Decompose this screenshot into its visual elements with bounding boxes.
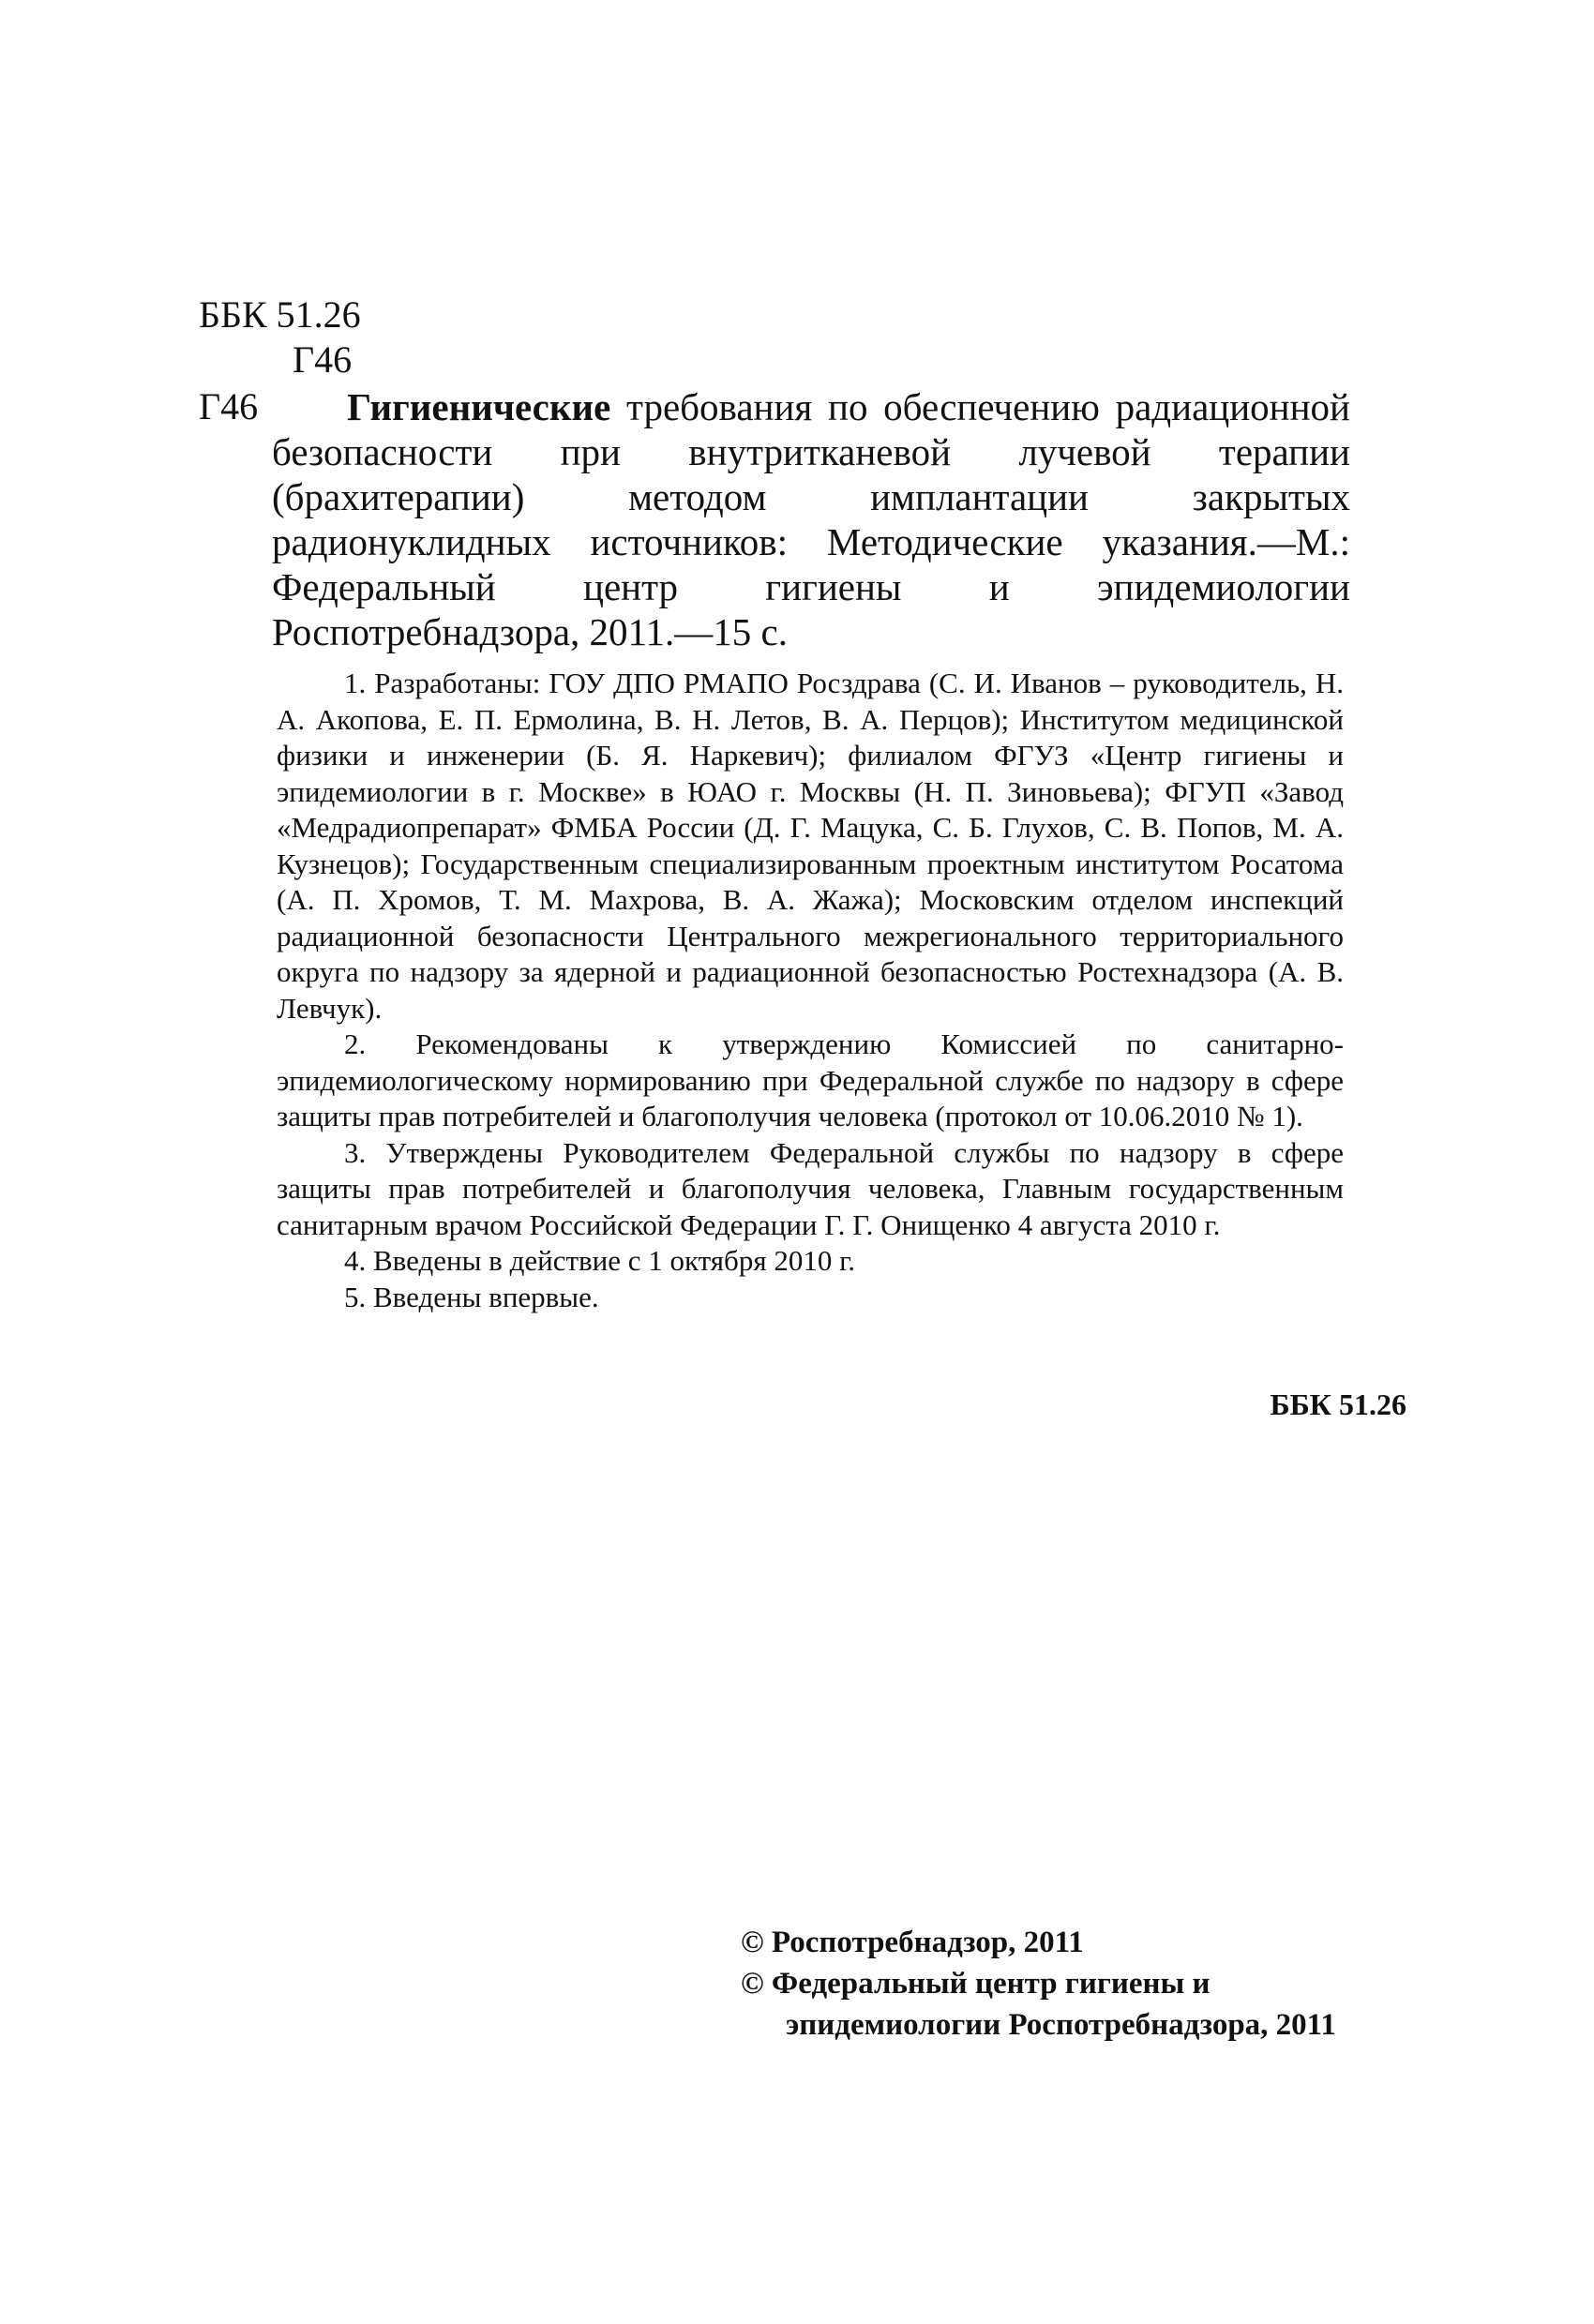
note-recommended: 2. Рекомендованы к утверждению Комиссией по санитарно-эпидемиологическому нормированию при Федеральной службе по надзору в сфере защиты прав потребителей и благополучия человека (протокол от 10.06.2010 № 1). xyxy=(277,1027,1344,1132)
copyright-block xyxy=(741,1922,1336,2046)
copyright-line-1: © Роспотребнадзор, 2011 xyxy=(741,1926,1084,1959)
copyright-line-2: © Федеральный центр гигиены и xyxy=(741,1967,1211,2001)
entry-text: требования по обеспечению радиационной безопасности при внутритканевой лучевой терапии (брахитерапии) методом имплантации закрытых радионуклидных источников: Методические указания.—М.: Федеральный центр гигиены и эпидемиологии Роспотребнадзора, 2011.—15 с. xyxy=(272,385,1350,653)
notes-section xyxy=(277,666,1344,1315)
bbk-classification xyxy=(199,292,361,382)
author-sign: Г46 xyxy=(293,338,353,381)
bibliographic-entry xyxy=(272,384,1350,654)
note-approved: 3. Утверждены Руководителем Федеральной службы по надзору в сфере защиты прав потребителей и благополучия человека, Главным государственным санитарным врачом Российской Федерации Г. Г. Онищенко 4 августа 2010 г. xyxy=(277,1135,1344,1241)
copyright-line-3: эпидемиологии Роспотребнадзора, 2011 xyxy=(786,2008,1336,2042)
entry-title-word: Гигиенические xyxy=(347,385,611,428)
note-effective: 4. Введены в действие с 1 октября 2010 г. xyxy=(344,1244,856,1277)
bbk-footer-code: ББК 51.26 xyxy=(1270,1387,1406,1421)
note-developed: 1. Разработаны: ГОУ ДПО РМАПО Росздрава (С. И. Иванов – руководитель, Н. А. Акопова, Е. П. Ермолина, В. Н. Летов, В. А. Перцов); Институтом медицинской физики и инженерии (Б. Я. Наркевич); филиалом ФГУЗ «Центр гигиены и эпидемиологии в г. Москве» в ЮАО г. Москвы (Н. П. Зиновьева); ФГУП «Завод «Медрадиопрепарат» ФМБА России (Д. Г. Мацука, С. Б. Глухов, С. В. Попов, М. А. Кузнецов); Государственным специализированным проектным институтом Росатома (А. П. Хромов, Т. М. Махрова, В. А. Жажа); Московским отделом инспекций радиационной безопасности Центрального межрегионального территориального округа по надзору за ядерной и радиационной безопасностью Ростехнадзора (А. В. Левчук). xyxy=(277,667,1344,1025)
bbk-code: ББК 51.26 xyxy=(199,293,361,336)
entry-author-mark: Г46 xyxy=(199,385,259,427)
note-first-introduced: 5. Введены впервые. xyxy=(344,1280,599,1313)
